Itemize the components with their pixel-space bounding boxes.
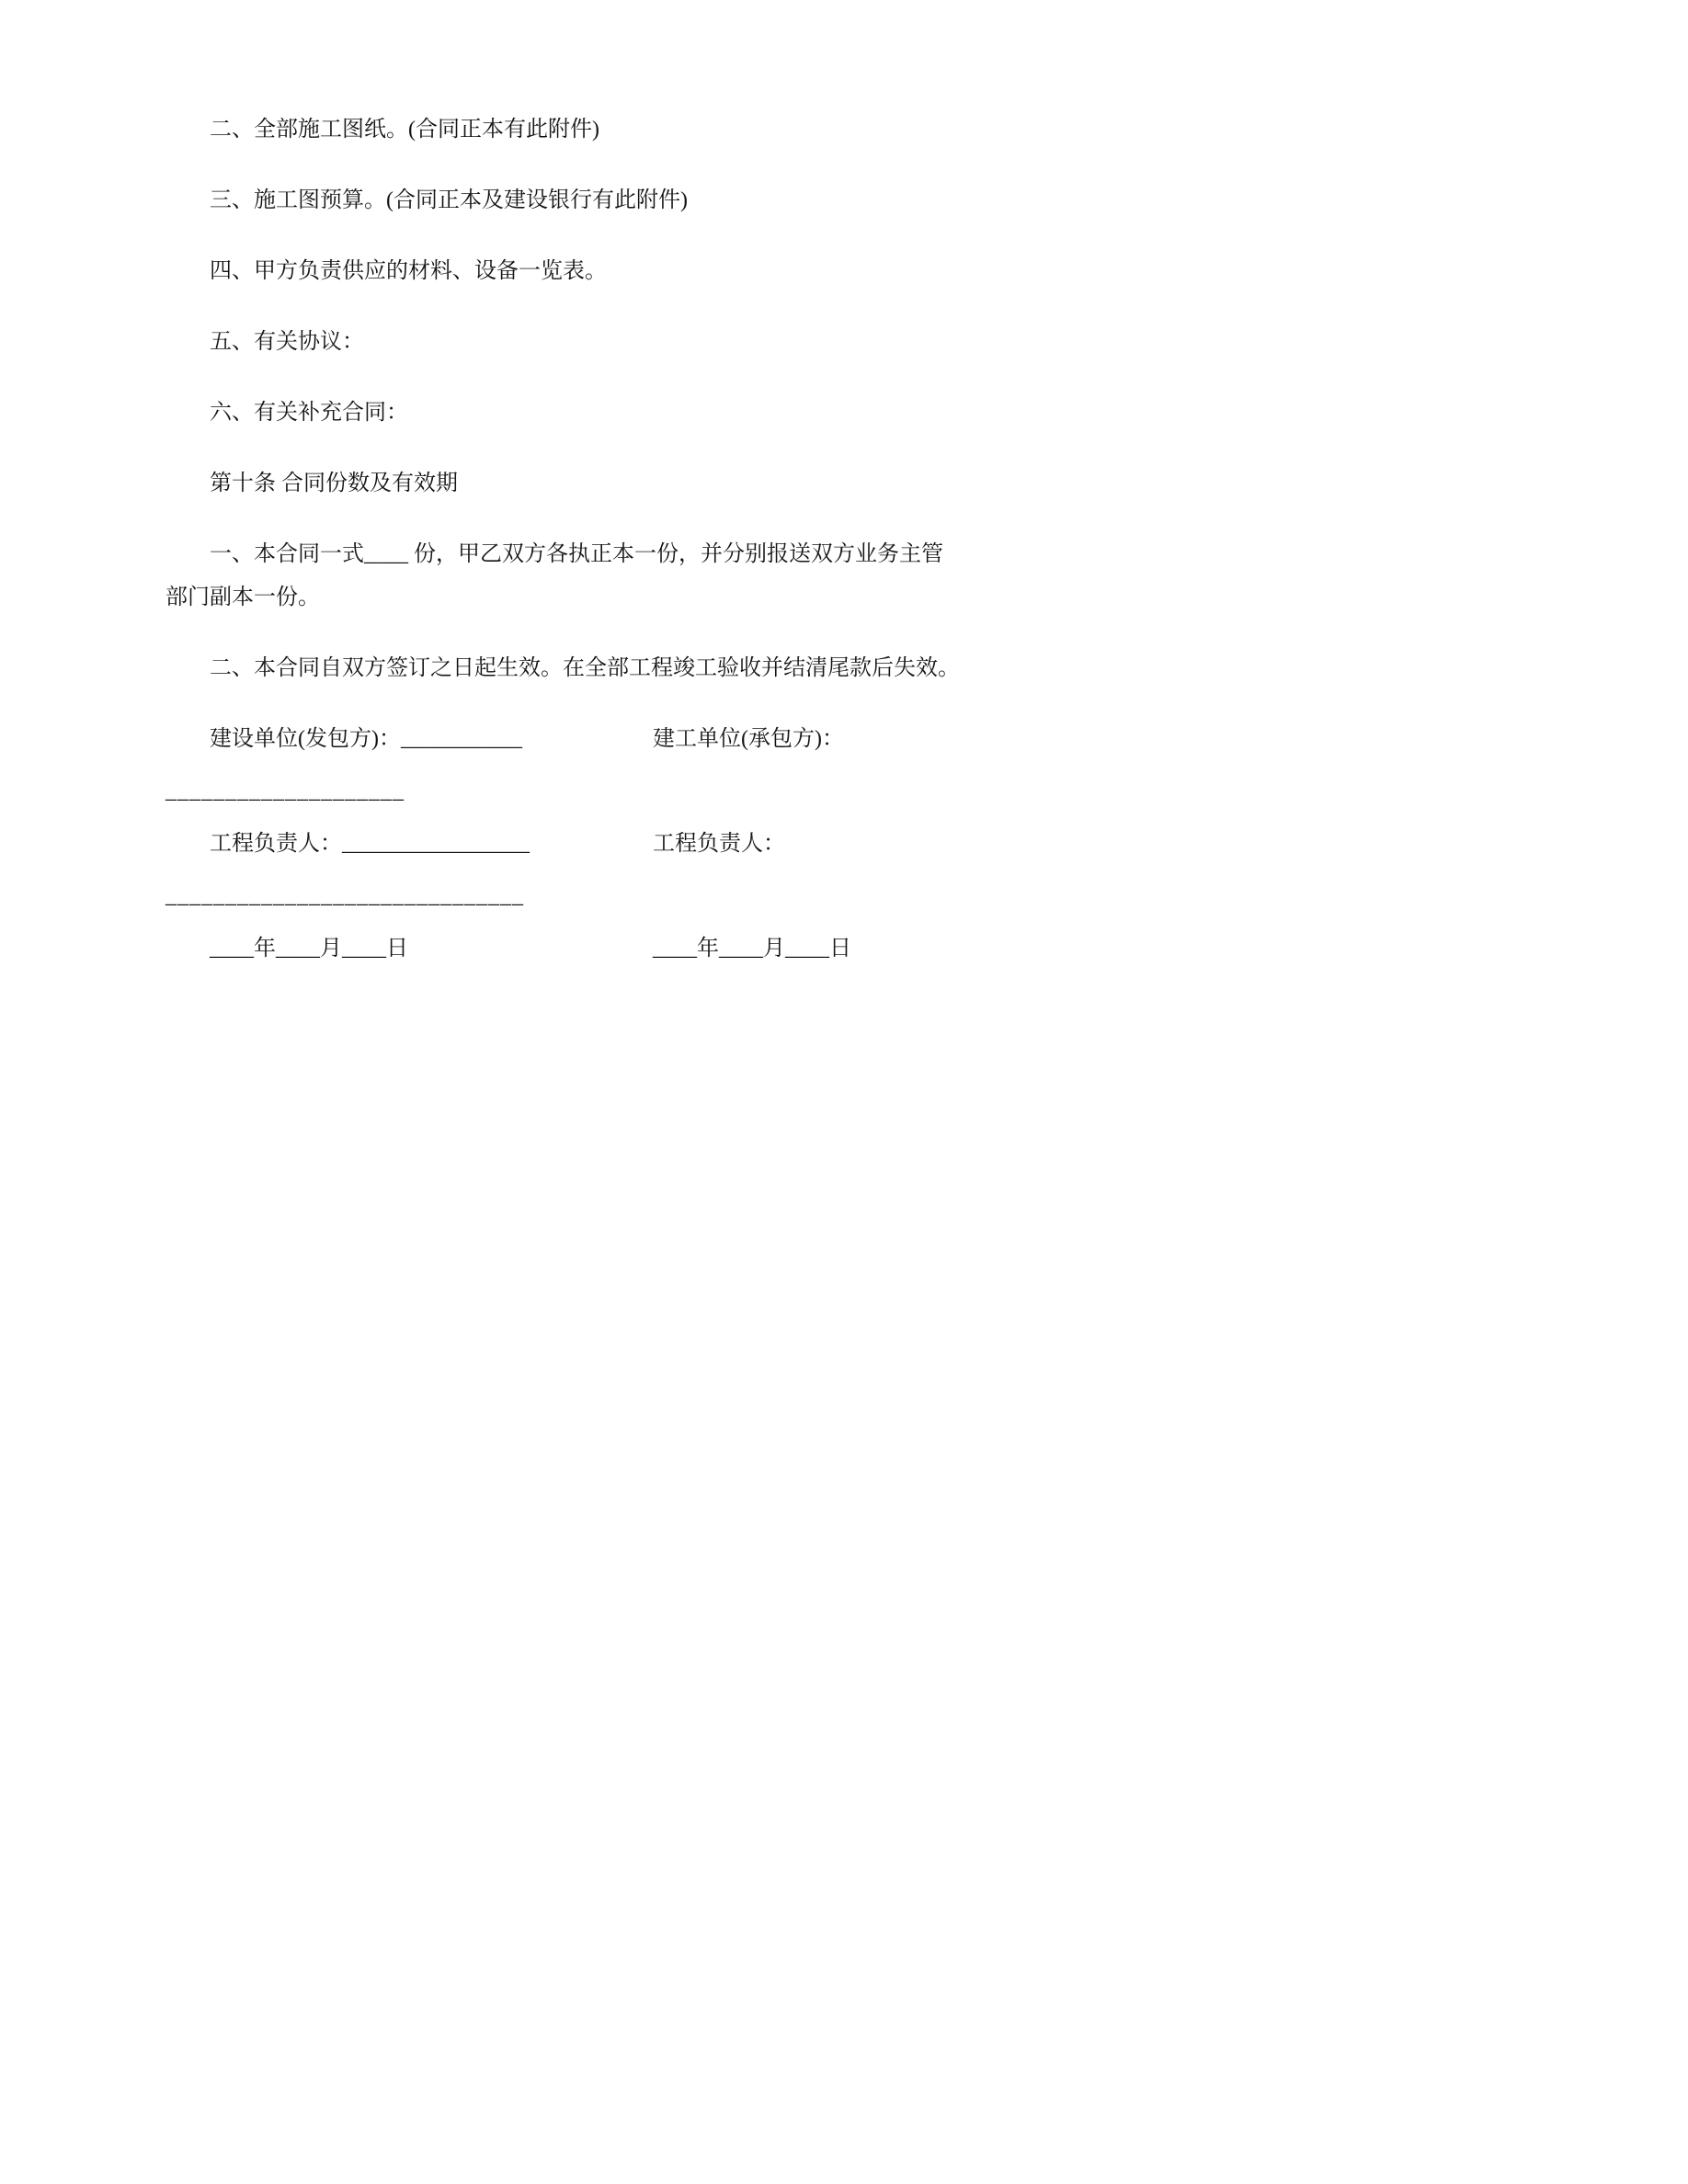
section-heading-article-ten: 第十条 合同份数及有效期 — [210, 472, 458, 495]
owner-unit-label: 建设单位(发包方)：___________ — [210, 727, 522, 751]
clause-contract-copies-line1: 一、本合同一式____ 份，甲乙双方各执正本一份，并分别报送双方业务主管 — [210, 542, 943, 566]
owner-manager-blank-line: ______________________________ — [165, 884, 524, 908]
clause-contract-copies — [165, 533, 965, 620]
clause-attachment-materials-list: 四、甲方负责供应的材料、设备一览表。 — [210, 259, 607, 283]
signature-row-dates — [165, 927, 965, 971]
clause-attachment-budget: 三、施工图预算。(合同正本及建设银行有此附件) — [210, 188, 688, 212]
clause-contract-validity: 二、本合同自双方签订之日起生效。在全部工程竣工验收并结清尾款后失效。 — [210, 656, 960, 680]
signature-row-units — [165, 718, 965, 761]
owner-unit-blank-line: ____________________ — [165, 779, 405, 803]
clause-attachment-drawings: 二、全部施工图纸。(合同正本有此附件) — [210, 118, 599, 142]
owner-manager-label: 工程负责人：_________________ — [210, 832, 530, 856]
clause-supplementary-contracts: 六、有关补充合同： — [210, 401, 408, 425]
clause-contract-copies-line2: 部门副本一份。 — [165, 586, 320, 609]
clause-related-agreements: 五、有关协议： — [210, 330, 364, 354]
signature-row-managers — [165, 823, 965, 866]
contractor-manager-label: 工程负责人： — [653, 832, 785, 856]
owner-date-line: ____年____月____日 — [210, 937, 408, 961]
contractor-unit-label: 建工单位(承包方)： — [653, 727, 844, 751]
document-content — [165, 108, 965, 980]
signature-block — [165, 718, 965, 971]
contractor-date-line: ____年____月____日 — [653, 937, 851, 961]
